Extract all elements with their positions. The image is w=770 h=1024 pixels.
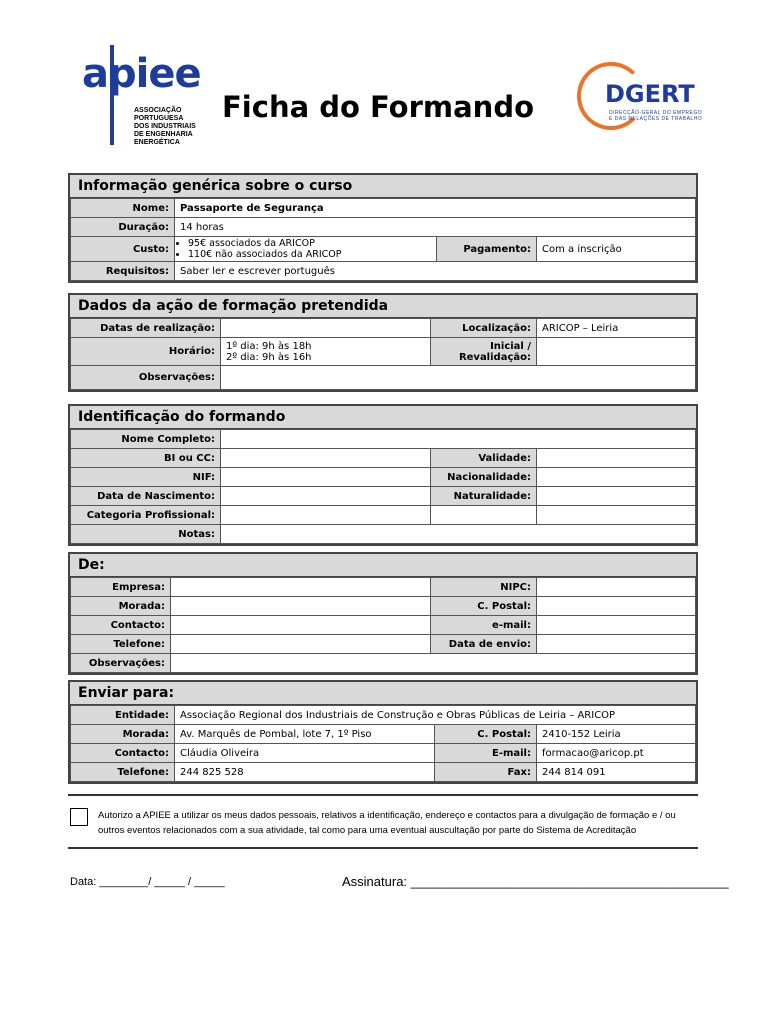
cpostal-field[interactable]	[537, 597, 696, 616]
course-cost	[175, 237, 437, 262]
fax-label: Fax:	[435, 763, 537, 782]
divider	[68, 847, 698, 849]
course-name: Passaporte de Segurança	[175, 199, 696, 218]
section-title: De:	[70, 554, 696, 577]
section-title: Dados da ação de formação pretendida	[70, 295, 696, 318]
categoria-extra-field-2[interactable]	[537, 506, 696, 525]
localizacao-label: Localização:	[431, 319, 537, 338]
categoria-label: Categoria Profissional:	[71, 506, 221, 525]
consent-checkbox[interactable]	[70, 808, 88, 826]
inicial-label: Inicial / Revalidação:	[431, 338, 537, 366]
consent-text: Autorizo a APIEE a utilizar os meus dados pessoais, relativos a identificação, endereço e contactos para a divulgação de formação e / ou outros eventos relacionados com a sua atividade, tal como para uma eventual auscultação por parte do Sistema de Acreditação	[98, 810, 676, 836]
datas-label: Datas de realização:	[71, 319, 221, 338]
section-title: Enviar para:	[70, 682, 696, 705]
obs-field[interactable]	[171, 654, 696, 673]
telefone-field[interactable]	[171, 635, 431, 654]
dgert-logo	[575, 62, 705, 132]
email-label: e-mail:	[431, 616, 537, 635]
empresa-field[interactable]	[171, 578, 431, 597]
nome-completo-label: Nome Completo:	[71, 430, 221, 449]
custo-label: Custo:	[71, 237, 175, 262]
bi-label: BI ou CC:	[71, 449, 221, 468]
section-title: Identificação do formando	[70, 406, 696, 429]
divider	[68, 794, 698, 796]
dgert-subtitle: DIRECÇÃO-GERAL DO EMPREGO E DAS RELAÇÕES DE TRABALHO	[609, 110, 703, 122]
pagamento-label: Pagamento:	[437, 237, 537, 262]
section-send-to	[68, 680, 698, 784]
validade-label: Validade:	[431, 449, 537, 468]
telefone-value: 244 825 528	[175, 763, 435, 782]
email-value: formacao@aricop.pt	[537, 744, 696, 763]
obs-label: Observações:	[71, 654, 171, 673]
categoria-field[interactable]	[221, 506, 431, 525]
inicial-field[interactable]	[537, 338, 696, 366]
date-field[interactable]: Data: ________/ _____ / _____	[70, 876, 225, 888]
section-course-info	[68, 173, 698, 283]
obs-field[interactable]	[221, 366, 696, 390]
section-action-data	[68, 293, 698, 392]
obs-label: Observações:	[71, 366, 221, 390]
localizacao-value: ARICOP – Leiria	[537, 319, 696, 338]
nif-field[interactable]	[221, 468, 431, 487]
email-label: E-mail:	[435, 744, 537, 763]
cpostal-label: C. Postal:	[431, 597, 537, 616]
nascimento-label: Data de Nascimento:	[71, 487, 221, 506]
validade-field[interactable]	[537, 449, 696, 468]
dgert-word: DGERT	[605, 80, 695, 108]
nome-completo-field[interactable]	[221, 430, 696, 449]
trainee-id-table	[70, 429, 696, 544]
course-duration: 14 horas	[175, 218, 696, 237]
nome-label: Nome:	[71, 199, 175, 218]
fax-value: 244 814 091	[537, 763, 696, 782]
section-title: Informação genérica sobre o curso	[70, 175, 696, 198]
from-table	[70, 577, 696, 673]
email-field[interactable]	[537, 616, 696, 635]
nif-label: NIF:	[71, 468, 221, 487]
envio-field[interactable]	[537, 635, 696, 654]
contacto-label: Contacto:	[71, 744, 175, 763]
horario-value: 1º dia: 9h às 18h 2º dia: 9h às 16h	[221, 338, 431, 366]
section-trainee-id	[68, 404, 698, 546]
logo-subtitle: ASSOCIAÇÃO PORTUGUESA DOS INDUSTRIAIS DE ENGENHARIA ENERGÉTICA	[134, 107, 196, 146]
requisitos-label: Requisitos:	[71, 262, 175, 281]
cpostal-value: 2410-152 Leiria	[537, 725, 696, 744]
signature-field[interactable]: Assinatura: ____________________________________________	[342, 874, 729, 889]
action-data-table	[70, 318, 696, 390]
nacionalidade-field[interactable]	[537, 468, 696, 487]
horario-label: Horário:	[71, 338, 221, 366]
telefone-label: Telefone:	[71, 763, 175, 782]
envio-label: Data de envio:	[431, 635, 537, 654]
page-title: Ficha do Formando	[222, 90, 535, 124]
nacionalidade-label: Nacionalidade:	[431, 468, 537, 487]
apiee-logo	[82, 45, 222, 155]
contacto-field[interactable]	[171, 616, 431, 635]
cost-item: • 110€ não associados da ARICOP	[188, 249, 431, 260]
datas-field[interactable]	[221, 319, 431, 338]
morada-label: Morada:	[71, 725, 175, 744]
duracao-label: Duração:	[71, 218, 175, 237]
logo-word: apiee	[82, 51, 201, 97]
cpostal-label: C. Postal:	[435, 725, 537, 744]
empresa-label: Empresa:	[71, 578, 171, 597]
notas-field[interactable]	[221, 525, 696, 544]
bi-field[interactable]	[221, 449, 431, 468]
contacto-value: Cláudia Oliveira	[175, 744, 435, 763]
requirements-value: Saber ler e escrever português	[175, 262, 696, 281]
naturalidade-label: Naturalidade:	[431, 487, 537, 506]
send-to-table	[70, 705, 696, 782]
categoria-extra-field[interactable]	[431, 506, 537, 525]
entidade-value: Associação Regional dos Industriais de Construção e Obras Públicas de Leiria – ARICOP	[175, 706, 696, 725]
entidade-label: Entidade:	[71, 706, 175, 725]
nascimento-field[interactable]	[221, 487, 431, 506]
section-from	[68, 552, 698, 675]
nipc-field[interactable]	[537, 578, 696, 597]
telefone-label: Telefone:	[71, 635, 171, 654]
morada-field[interactable]	[171, 597, 431, 616]
naturalidade-field[interactable]	[537, 487, 696, 506]
payment-value: Com a inscrição	[537, 237, 696, 262]
morada-label: Morada:	[71, 597, 171, 616]
notas-label: Notas:	[71, 525, 221, 544]
contacto-label: Contacto:	[71, 616, 171, 635]
cost-item: • 95€ associados da ARICOP	[188, 238, 431, 249]
nipc-label: NIPC:	[431, 578, 537, 597]
course-info-table	[70, 198, 696, 281]
morada-value: Av. Marquês de Pombal, lote 7, 1º Piso	[175, 725, 435, 744]
